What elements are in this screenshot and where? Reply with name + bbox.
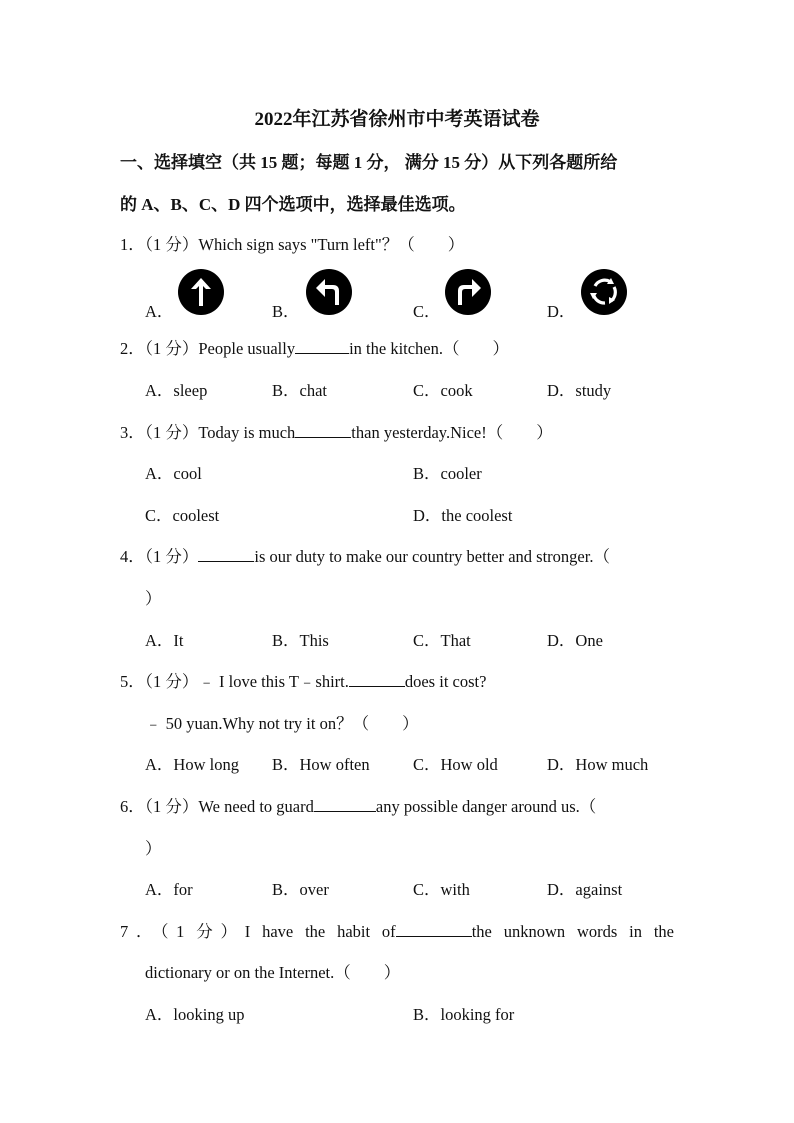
q3-option-d[interactable]: D．the coolest — [413, 506, 513, 525]
q5-option-d[interactable]: D．How much — [547, 755, 649, 774]
q2-option-a[interactable]: A．sleep — [145, 381, 208, 400]
question-6-stem-continued: ） — [145, 839, 162, 858]
q7-option-b[interactable]: B．looking for — [413, 1005, 515, 1024]
turn-left-sign-icon — [306, 269, 352, 315]
question-7-stem — [120, 918, 674, 942]
q4-option-b[interactable]: B．This — [272, 631, 329, 650]
q1-option-b[interactable]: B． — [272, 302, 300, 321]
q6-option-a[interactable]: A．for — [145, 880, 193, 899]
q1-option-d[interactable]: D． — [547, 302, 576, 321]
question-2-stem — [120, 335, 509, 359]
question-6-stem — [120, 793, 596, 817]
answer-blank — [295, 339, 349, 354]
question-3-stem — [120, 419, 553, 443]
q5-option-c[interactable]: C．How old — [413, 755, 498, 774]
q3-option-b[interactable]: B．cooler — [413, 464, 482, 483]
question-5-stem — [120, 668, 486, 692]
q3-option-c[interactable]: C．coolest — [145, 506, 220, 525]
q5-option-b[interactable]: B．How often — [272, 755, 370, 774]
answer-blank — [349, 672, 405, 687]
question-2-stem-before: 2．（1 分）People usually — [120, 339, 296, 358]
q6-option-d[interactable]: D．against — [547, 880, 623, 899]
q2-option-c[interactable]: C．cook — [413, 381, 473, 400]
question-7-stem-continued: dictionary or on the Internet.（ ） — [145, 963, 401, 982]
question-4-stem-after: is our duty to make our country better and stronger.（ — [254, 547, 610, 566]
section-instruction-line1: 一、选择填空（共 15 题；每题 1 分， 满分 15 分）从下列各题所给 — [120, 153, 618, 172]
question-7-stem-before: 7．（1 分）I have the habit of — [120, 922, 396, 941]
turn-right-sign-icon — [445, 269, 491, 315]
q4-option-d[interactable]: D．One — [547, 631, 603, 650]
question-4-stem-continued: ） — [145, 589, 162, 608]
up-arrow-sign-icon — [178, 269, 224, 315]
q6-option-c[interactable]: C．with — [413, 880, 470, 899]
q2-option-d[interactable]: D．study — [547, 381, 612, 400]
q3-option-a[interactable]: A．cool — [145, 464, 202, 483]
q7-option-a[interactable]: A．looking up — [145, 1005, 245, 1024]
question-3-stem-before: 3．（1 分）Today is much — [120, 423, 296, 442]
page-title: 2022年江苏省徐州市中考英语试卷 — [254, 109, 540, 130]
question-5-stem-continued: ﹣ 50 yuan.Why not try it on？（ ） — [145, 714, 419, 733]
roundabout-sign-icon — [581, 269, 627, 315]
answer-blank — [295, 423, 351, 438]
q4-option-a[interactable]: A．It — [145, 631, 184, 650]
answer-blank — [314, 797, 376, 812]
q6-option-b[interactable]: B．over — [272, 880, 329, 899]
question-7-stem-after: the unknown words in the — [471, 922, 674, 941]
section-instruction-line2: 的 A、B、C、D 四个选项中，选择最佳选项。 — [120, 195, 466, 214]
answer-blank — [396, 922, 472, 937]
q4-option-c[interactable]: C．That — [413, 631, 471, 650]
q1-option-c[interactable]: C． — [413, 302, 441, 321]
question-4-stem-before: 4．（1 分） — [120, 547, 199, 566]
q1-option-a[interactable]: A． — [145, 302, 174, 321]
question-5-stem-after: does it cost? — [404, 672, 487, 691]
answer-blank — [198, 547, 254, 562]
q2-option-b[interactable]: B．chat — [272, 381, 327, 400]
question-4-stem — [120, 543, 610, 567]
question-2-stem-after: in the kitchen.（ ） — [349, 339, 510, 358]
question-3-stem-after: than yesterday.Nice!（ ） — [351, 423, 553, 442]
question-5-stem-before: 5．（1 分）﹣ I love this T﹣shirt. — [120, 672, 349, 691]
question-6-stem-after: any possible danger around us.（ — [375, 797, 597, 816]
question-1-stem: 1．（1 分）Which sign says "Turn left"？（ ） — [120, 235, 465, 254]
q5-option-a[interactable]: A．How long — [145, 755, 239, 774]
question-6-stem-before: 6．（1 分）We need to guard — [120, 797, 314, 816]
